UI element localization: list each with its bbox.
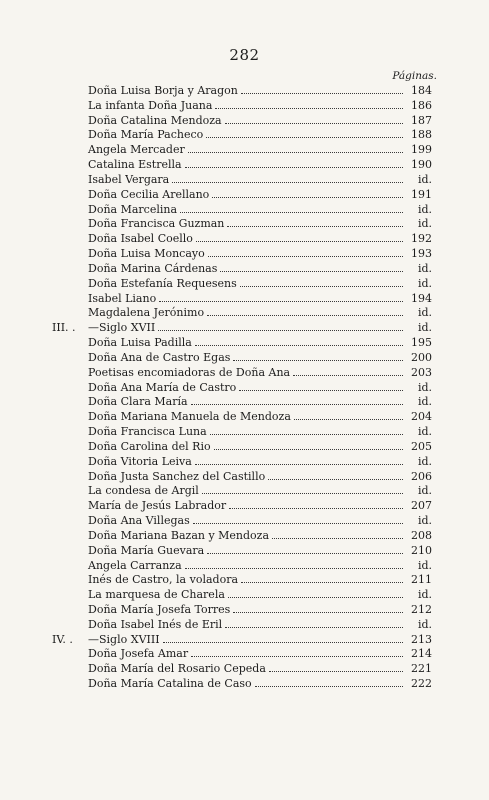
dot-leader: [269, 662, 403, 672]
entry-page: 195: [411, 336, 432, 350]
dot-leader: [180, 203, 403, 213]
entry-title: María de Jesús Labrador: [88, 499, 227, 513]
entry-page: id.: [417, 395, 432, 409]
dot-leader: [185, 559, 403, 569]
toc-entry: [52, 99, 432, 114]
entry-title: La infanta Doña Juana: [88, 98, 213, 112]
toc-entry: [52, 633, 432, 648]
dot-leader: [191, 395, 403, 405]
entry-page: 193: [411, 247, 432, 261]
entry-page: id.: [417, 588, 432, 602]
entry-page: 210: [411, 543, 432, 557]
entry-title: Catalina Estrella: [88, 158, 182, 172]
entry-title: Doña Luisa Padilla: [88, 336, 192, 350]
entry-title: Doña Carolina del Rio: [88, 439, 211, 453]
toc-entry: [52, 277, 432, 292]
entry-page: id.: [417, 306, 432, 320]
entry-title: Doña Vitoria Leiva: [88, 454, 192, 468]
toc-entry: [52, 321, 432, 336]
page-number: 282: [229, 46, 260, 64]
dot-leader: [158, 321, 403, 331]
entry-page: id.: [417, 202, 432, 216]
entry-page: 203: [411, 365, 432, 379]
pages-column-header: Páginas.: [392, 70, 437, 82]
entry-page: 205: [411, 439, 432, 453]
toc-entry: [52, 647, 432, 662]
entry-title: Inés de Castro, la voladora: [88, 573, 239, 587]
dot-leader: [207, 544, 403, 554]
toc-entry: [52, 514, 432, 529]
dot-leader: [195, 336, 403, 346]
dot-leader: [185, 158, 403, 168]
entry-page: 212: [411, 602, 432, 616]
entry-page: 214: [411, 647, 432, 661]
entry-title: Poetisas encomiadoras de Doña Ana: [88, 365, 291, 379]
entry-page: id.: [417, 425, 432, 439]
toc-entry: [52, 395, 432, 410]
toc-entry: [52, 143, 432, 158]
dot-leader: [255, 677, 403, 687]
entry-title: Doña María del Rosario Cepeda: [88, 662, 266, 676]
entry-page: id.: [417, 261, 432, 275]
dot-leader: [239, 381, 403, 391]
toc-entry: [52, 662, 432, 677]
entry-page: 194: [411, 291, 432, 305]
entry-title: Doña Luisa Borja y Aragon: [88, 84, 238, 97]
entry-title: Doña María Catalina de Caso: [88, 677, 252, 691]
entry-page: 191: [411, 187, 432, 201]
dot-leader: [233, 351, 403, 361]
entry-title: Doña Marina Cárdenas: [88, 261, 218, 275]
dot-leader: [227, 217, 403, 227]
entry-title: Doña Mariana Bazan y Mendoza: [88, 528, 270, 542]
toc-entry: [52, 114, 432, 129]
toc-entry: [52, 425, 432, 440]
entry-page: 187: [411, 113, 432, 127]
dot-leader: [293, 366, 403, 376]
toc-entry: [52, 128, 432, 143]
toc-entry: [52, 470, 432, 485]
toc-entry: [52, 499, 432, 514]
entry-page: 213: [411, 632, 432, 646]
entry-page: id.: [417, 558, 432, 572]
entry-title: Doña Francisca Guzman: [88, 217, 225, 231]
dot-leader: [202, 484, 403, 494]
dot-leader: [208, 247, 403, 257]
dot-leader: [196, 232, 403, 242]
entry-page: 211: [411, 573, 432, 587]
dot-leader: [225, 618, 403, 628]
toc-entry: [52, 410, 432, 425]
entry-page: 190: [411, 158, 432, 172]
toc-entry: [52, 677, 432, 692]
toc-entry: [52, 84, 432, 99]
entry-page: id.: [417, 172, 432, 186]
entry-page: 204: [411, 410, 432, 424]
entry-page: 186: [411, 98, 432, 112]
toc-entry: [52, 336, 432, 351]
dot-leader: [206, 128, 403, 138]
dot-leader: [225, 114, 403, 124]
dot-leader: [215, 99, 403, 109]
entry-title: —Siglo XVII: [88, 321, 156, 335]
entry-title: Doña Josefa Amar: [88, 647, 189, 661]
toc-entry: [52, 440, 432, 455]
entry-page: id.: [417, 321, 432, 335]
dot-leader: [220, 262, 403, 272]
entry-title: Magdalena Jerónimo: [88, 306, 205, 320]
toc-entry: [52, 618, 432, 633]
dot-leader: [159, 292, 403, 302]
toc-entry: [52, 188, 432, 203]
toc-entry: [52, 173, 432, 188]
entry-page: id.: [417, 514, 432, 528]
dot-leader: [241, 84, 403, 94]
toc-entry: [52, 232, 432, 247]
entry-title: Doña María Guevara: [88, 543, 205, 557]
dot-leader: [228, 588, 403, 598]
dot-leader: [193, 514, 403, 524]
entry-title: Doña Isabel Coello: [88, 232, 193, 246]
toc-entry: [52, 573, 432, 588]
dot-leader: [272, 529, 403, 539]
entry-page: id.: [417, 454, 432, 468]
toc-entry: [52, 381, 432, 396]
entry-title: Doña Ana de Castro Egas: [88, 350, 231, 364]
toc-entry: [52, 544, 432, 559]
toc-entry: [52, 351, 432, 366]
entry-title: Doña Isabel Inés de Eril: [88, 617, 223, 631]
table-of-contents: [52, 84, 432, 692]
entry-page: 208: [411, 528, 432, 542]
entry-page: 192: [411, 232, 432, 246]
section-number: III. .: [52, 321, 76, 335]
entry-title: Doña Marcelina: [88, 202, 178, 216]
entry-page: 184: [411, 84, 432, 97]
toc-entry: [52, 203, 432, 218]
entry-title: Angela Carranza: [88, 558, 182, 572]
dot-leader: [294, 410, 403, 420]
entry-title: Doña Mariana Manuela de Mendoza: [88, 410, 291, 424]
entry-page: id.: [417, 276, 432, 290]
dot-leader: [212, 188, 403, 198]
dot-leader: [172, 173, 403, 183]
entry-title: Doña Cecilia Arellano: [88, 187, 210, 201]
entry-page: id.: [417, 617, 432, 631]
toc-entry: [52, 484, 432, 499]
entry-title: Doña Francisca Luna: [88, 425, 207, 439]
toc-entry: [52, 158, 432, 173]
toc-entry: [52, 455, 432, 470]
entry-page: 200: [411, 350, 432, 364]
toc-entry: [52, 529, 432, 544]
dot-leader: [233, 603, 403, 613]
toc-entry: [52, 247, 432, 262]
entry-title: Doña Ana Villegas: [88, 514, 190, 528]
entry-page: id.: [417, 380, 432, 394]
dot-leader: [163, 633, 403, 643]
entry-title: Doña María Josefa Torres: [88, 602, 231, 616]
toc-entry: [52, 603, 432, 618]
toc-entry: [52, 588, 432, 603]
dot-leader: [214, 440, 403, 450]
entry-title: Doña Estefanía Requesens: [88, 276, 237, 290]
entry-page: id.: [417, 484, 432, 498]
dot-leader: [241, 573, 403, 583]
entry-title: Angela Mercader: [88, 143, 185, 157]
section-number: IV. .: [52, 632, 73, 646]
dot-leader: [268, 470, 403, 480]
entry-page: 206: [411, 469, 432, 483]
toc-entry: [52, 306, 432, 321]
toc-entry: [52, 262, 432, 277]
dot-leader: [207, 306, 403, 316]
dot-leader: [188, 143, 403, 153]
entry-title: Isabel Vergara: [88, 172, 170, 186]
entry-title: —Siglo XVIII: [88, 632, 160, 646]
toc-entry: [52, 217, 432, 232]
entry-title: Doña María Pacheco: [88, 128, 204, 142]
entry-title: Isabel Liano: [88, 291, 157, 305]
dot-leader: [191, 647, 403, 657]
entry-page: id.: [417, 217, 432, 231]
entry-title: Doña Luisa Moncayo: [88, 247, 205, 261]
dot-leader: [240, 277, 403, 287]
entry-page: 199: [411, 143, 432, 157]
entry-page: 222: [411, 677, 432, 691]
toc-entry: [52, 366, 432, 381]
entry-title: Doña Justa Sanchez del Castillo: [88, 469, 266, 483]
entry-title: Doña Clara María: [88, 395, 188, 409]
entry-title: Doña Catalina Mendoza: [88, 113, 222, 127]
dot-leader: [210, 425, 403, 435]
entry-title: La marquesa de Charela: [88, 588, 225, 602]
dot-leader: [195, 455, 403, 465]
dot-leader: [229, 499, 403, 509]
toc-entry: [52, 292, 432, 307]
toc-entry: [52, 559, 432, 574]
entry-page: 188: [411, 128, 432, 142]
entry-page: 221: [411, 662, 432, 676]
entry-title: La condesa de Argil: [88, 484, 199, 498]
entry-page: 207: [411, 499, 432, 513]
entry-title: Doña Ana María de Castro: [88, 380, 237, 394]
